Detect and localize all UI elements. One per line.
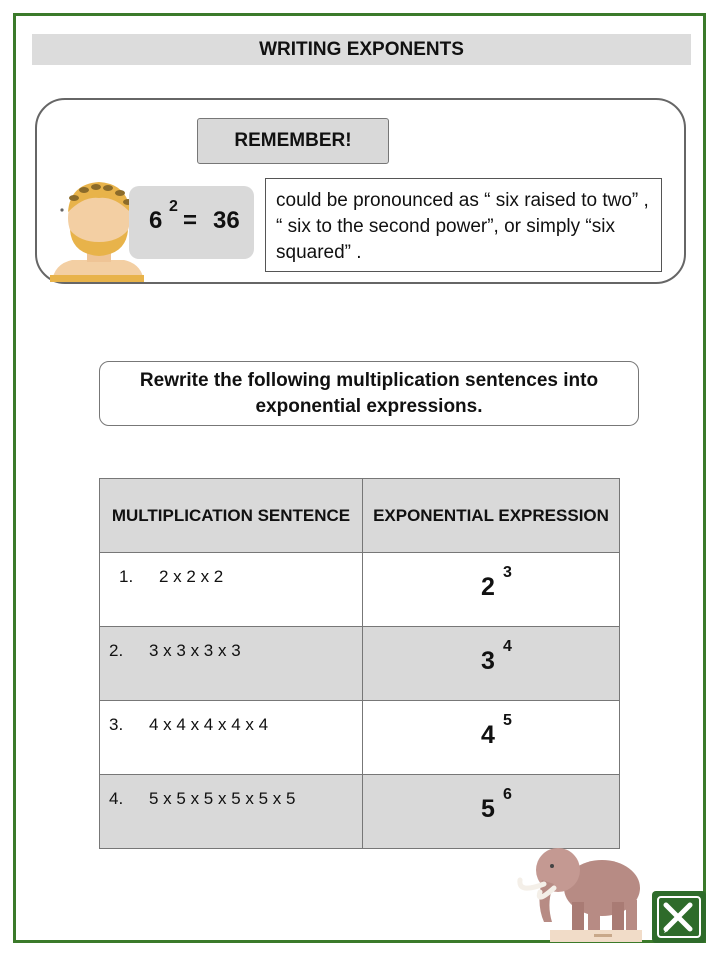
sentence-cell [100,627,363,701]
row-number: 1. [119,567,134,586]
multiplication-sentence: 2 x 2 x 2 [159,567,224,586]
mammoth-leg [626,900,637,930]
row-number: 2. [109,641,124,660]
mammoth-leg [572,902,584,930]
sentence-cell [100,775,363,849]
expression-base: 5 [481,795,495,823]
expression-base: 4 [481,721,495,749]
mammoth-leg [588,904,600,930]
multiplication-sentence: 5 x 5 x 5 x 5 x 5 x 5 [149,789,296,808]
explanation-text: could be pronounced as “ six raised to two” , “ six to the second power”, or simply “six squared” . [265,178,662,272]
expression-cell [363,701,620,775]
caesar-robe [50,275,144,282]
exponents-table [99,478,620,849]
expression-exponent: 5 [503,712,512,729]
expression-exponent: 4 [503,638,512,655]
sentence-cell [100,553,363,627]
expression-exponent: 3 [503,564,512,581]
table-row [100,701,620,775]
expression-exponent: 6 [503,786,512,803]
expression-base: 2 [481,573,495,601]
multiplication-sentence: 4 x 4 x 4 x 4 x 4 [149,715,269,734]
table-row [100,775,620,849]
instruction-text: Rewrite the following multiplication sentences into exponential expressions. [99,361,639,426]
header-exponential: EXPONENTIAL EXPRESSION [363,479,620,553]
row-number: 3. [109,715,124,734]
sentence-cell [100,701,363,775]
header-multiplication: MULTIPLICATION SENTENCE [100,479,363,553]
table-header-row [100,479,620,553]
remember-heading: REMEMBER! [197,118,389,164]
page-title: WRITING EXPONENTS [32,34,691,65]
pencil-ruler-icon [652,891,706,943]
example-result: 36 [213,207,240,234]
example-equals: = [183,207,198,234]
expression-cell [363,775,620,849]
brand-logo [652,891,706,943]
row-number: 4. [109,789,124,808]
expression-base: 3 [481,647,495,675]
expression-cell [363,553,620,627]
example-base: 6 [149,207,163,234]
mammoth-leg [612,902,624,930]
table-row [100,553,620,627]
multiplication-sentence: 3 x 3 x 3 x 3 [149,641,241,660]
mammoth-illustration [514,840,646,946]
table-row [100,627,620,701]
mammoth-eye [550,864,554,868]
expression-cell [363,627,620,701]
example-exponent: 2 [169,198,178,215]
